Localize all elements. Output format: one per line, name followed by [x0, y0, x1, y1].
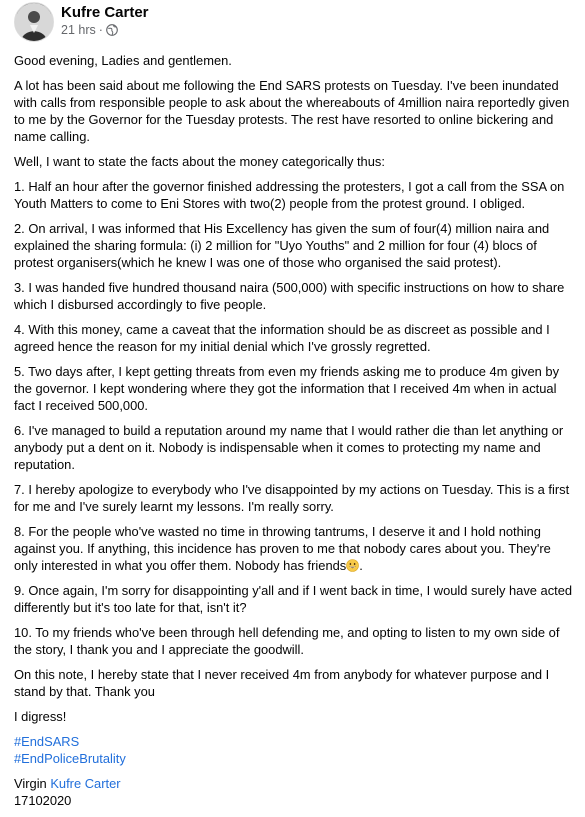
- post-point-2: 2. On arrival, I was informed that His Excellency has given the sum of four(4) million naira and explained the sharing formula: (i) 2 million for "Uyo Youths" and 2 million for four (4) blocs of protest organisers(which he knew I was one of those who organised the said protest).: [14, 221, 550, 270]
- post-timestamp[interactable]: 21 hrs: [61, 23, 96, 37]
- signature-date: 17102020: [14, 793, 72, 808]
- post-intro: A lot has been said about me following the End SARS protests on Tuesday. I've been inundated with calls from responsible people to ask about the whereabouts of 4million naira reportedly given to me by the Governor for the Tuesday protests. The rest have resorted to online bickering and name calling.: [14, 78, 570, 144]
- post-meta: [61, 23, 118, 37]
- post-hashtags: [14, 733, 574, 767]
- post-digress: I digress!: [14, 709, 67, 724]
- post-greeting: Good evening, Ladies and gentlemen.: [14, 53, 232, 68]
- post-point-5: 5. Two days after, I kept getting threats from even my friends asking me to produce 4m given by the governor. I kept wondering where they got the information that I received 4m when in actual fact I received 500,000.: [14, 364, 560, 413]
- post-point-8-text: 8. For the people who've wasted no time in throwing tantrums, I deserve it and I hold nothing against you. If anything, this incidence has proven to me that nobody cares about you. They're only interested in what you offer them. Nobody has friends: [14, 524, 551, 573]
- signature-mention-link[interactable]: Kufre Carter: [50, 776, 121, 791]
- post-body: [14, 52, 574, 817]
- author-name-link[interactable]: Kufre Carter: [61, 4, 149, 21]
- post-point-8: 8. For the people who've wasted no time in throwing tantrums, I deserve it and I hold nothing against you. If anything, this incidence has proven to me that nobody cares about you. They're only interested in what you offer them. Nobody has friends .: [14, 524, 551, 573]
- meta-separator: ·: [98, 23, 103, 37]
- post-closing: On this note, I hereby state that I never received 4m from anybody for whatever purpose and I stand by that. Thank you: [14, 667, 550, 699]
- post-point-1: 1. Half an hour after the governor finished addressing the protesters, I got a call from the SSA on Youth Matters to come to Eni Stores with two(2) people from the protest ground. I obliged.: [14, 179, 565, 211]
- post-point-10: 10. To my friends who've been through hell defending me, and opting to listen to my own side of the story, I thank you and I appreciate the goodwill.: [14, 625, 560, 657]
- globe-icon[interactable]: [106, 24, 118, 36]
- grinning-face-icon: [346, 559, 359, 572]
- post-point-7: 7. I hereby apologize to everybody who I've disappointed by my actions on Tuesday. This is a first for me and I've surely learnt my lessons. I'm really sorry.: [14, 482, 570, 514]
- post-point-4: 4. With this money, came a caveat that the information should be as discreet as possible and I agreed hence the reason for my initial denial which I've grossly regretted.: [14, 322, 550, 354]
- author-avatar[interactable]: [14, 2, 54, 42]
- post-point-9: 9. Once again, I'm sorry for disappointing y'all and if I went back in time, I would surely have acted differently but it's too late for that, isn't it?: [14, 583, 573, 615]
- post-point-3: 3. I was handed five hundred thousand naira (500,000) with specific instructions on how to share which I disbursed accordingly to five people.: [14, 280, 565, 312]
- post-signature: [14, 775, 574, 809]
- post-header: [14, 0, 574, 42]
- hashtag-endsars[interactable]: #EndSARS: [14, 734, 80, 749]
- signature-prefix: Virgin: [14, 776, 47, 791]
- avatar-image: [15, 3, 53, 41]
- post-statement: Well, I want to state the facts about the money categorically thus:: [14, 154, 385, 169]
- post-point-6: 6. I've managed to build a reputation around my name that I would rather die than let anything or anybody put a dent on it. Nobody is indispensable when it comes to protecting my name and reputation.: [14, 423, 564, 472]
- hashtag-endpolicebrutality[interactable]: #EndPoliceBrutality: [14, 751, 126, 766]
